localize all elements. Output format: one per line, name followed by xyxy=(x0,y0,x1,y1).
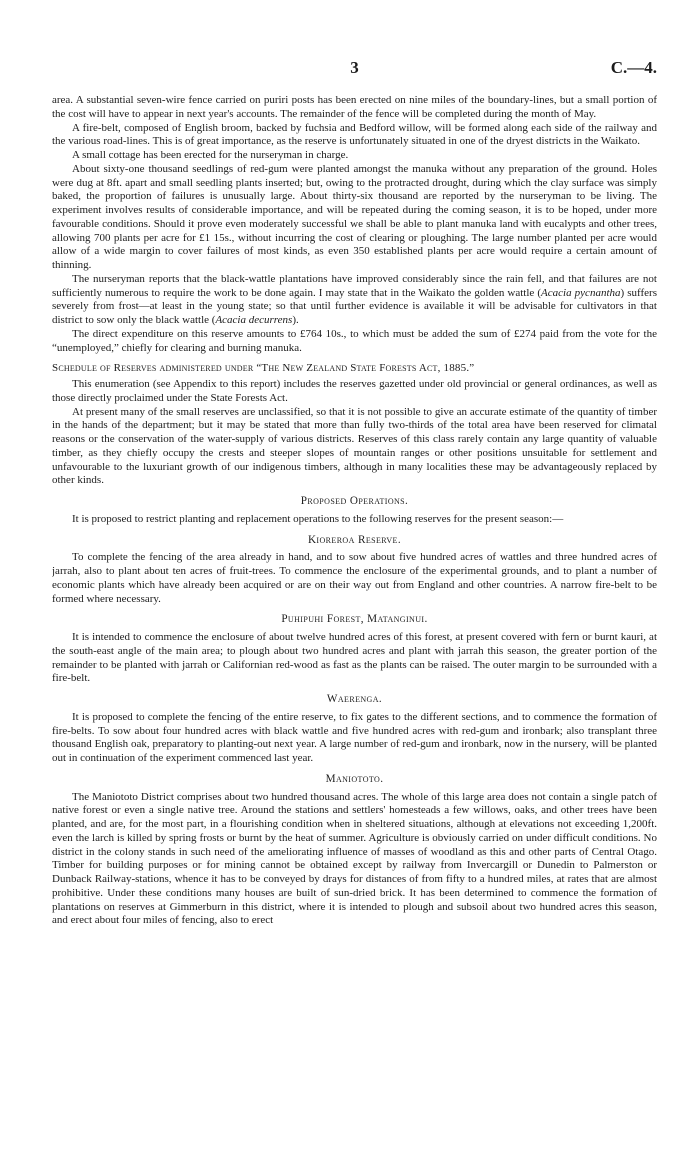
body-text xyxy=(52,94,657,928)
heading-waerenga: Waerenga. xyxy=(326,693,383,705)
wattle-text-e: ). xyxy=(292,314,299,326)
paragraph-fence: area. A substantial seven-wire fence carried on puriri posts has been erected on nine miles of the boundary-lines, but a small portion of the cost will have to appear in next year's accounts. The remainder of the fence will be completed during the month of May. xyxy=(52,94,657,120)
paragraph-fire-belt: A fire-belt, composed of English broom, backed by fuchsia and Bedford willow, will be formed along each side of the railway and the various road-lines. This is of great importance, as the reserve is unfortunately situated in one of the dryest districts in the Waikato. xyxy=(52,121,657,148)
species-golden-wattle: Acacia pycnantha xyxy=(541,286,621,299)
paragraph-red-gum: About sixty-one thousand seedlings of red-gum were planted amongst the manuka without any preparation of the ground. Holes were dug at 8ft. apart and small seedling plants inserted; but, owing to the protracted drought, during which the clay surface was simply baked, the proportion of failures is unusually large. About thirty-six thousand are reported by the nurseryman to be living. The experiment involves results of considerable importance, and will be repeated during the coming season, it is to be hoped, under more favourable conditions. Should it prove even moderately successful we shall be able to plant manuka land with eucalypts and other trees, allowing 700 plants per acre for £1 15s., without incurring the cost of clearing or ploughing. The large number planted per acre would allow of a wide margin to cover failures of most kinds, as even 350 established plants per acre would require a certain amount of thinning. xyxy=(52,162,657,271)
paragraph-kioreroa: To complete the fencing of the area already in hand, and to sow about five hundred acres of wattles and three hundred acres of jarrah, also to plant about ten acres of fruit-trees. To commence the enclosure of the experimental grounds, and to plant a number of economic plants which have already been acquired or are on their way out from England and other countries. A narrow fire-belt to be formed where necessary. xyxy=(52,551,657,605)
paragraph-expenditure: The direct expenditure on this reserve amounts to £764 10s., to which must be added the sum of £274 paid from the vote for the “unemployed,” chiefly for clearing and burning manuka. xyxy=(52,327,657,354)
heading-puhipuhi: Puhipuhi Forest, Matanginui. xyxy=(281,613,428,626)
page-number: 3 xyxy=(350,58,359,77)
paragraph-puhipuhi: It is intended to commence the enclosure of about twelve hundred acres of this forest, at present covered with fern or burnt kauri, at the south-east angle of the main area; to plough about two hundred acres and plant with jarrah this season, the greater portion of the remainder to be planted with jarrah or Californian red-wood as fast as the plants can be raised. The outer margin to be surrounded with a fire-belt. xyxy=(52,631,657,685)
wattle-text-a: The nurseryman reports that the black-wattle plantations have improved considerably since the rain fell, and that failures are not sufficiently numerous to require the work to be done again. I may state that in the Waikato the golden wattle ( xyxy=(52,272,657,299)
schedule-heading: Schedule of Reserves administered under “The New Zealand State Forests Act, 1885.” xyxy=(52,362,475,375)
heading-kioreroa: Kioreroa Reserve. xyxy=(307,533,402,546)
paragraph-maniototo: The Maniototo District comprises about two hundred thousand acres. The whole of this large area does not contain a single patch of native forest or even a single native tree. Around the stations and settlers' homesteads a few willows, oaks, and other trees have been planted, and are, for the most part, in a flourishing condition when in sheltered situations, although at elevations not exceeding 1,200ft. even the larch is killed by spring frosts or burnt by the heat of summer. Agriculture is obviously carried on under difficult conditions. No district in the colony stands in such need of the ameliorating influence of masses of woodland as this and other parts of Central Otago. Timber for building purposes or for mining cannot be obtained except by railway from Invercargill or Dunedin to Palmerston or Dunback Railway-stations, whence it has to be conveyed by drays for distances of from fifty to a hundred miles, at rates that are almost prohibitive. Under these conditions many houses are built of sun-dried brick. It has been determined to commence the formation of plantations on reserves at Gimmerburn in this district, where it is intended to plough and subsoil about two hundred acres this season, and erect about four miles of fencing, also to erect xyxy=(52,790,657,927)
paragraph-waerenga: It is proposed to complete the fencing of the entire reserve, to fix gates to the different sections, and to commence the formation of fire-belts. To sow about four hundred acres with black wattle and five hundred acres with red-gum and ironbark; also transplant three thousand English oak, preparatory to planting-out next year. A large number of red-gum and ironbark, now in the nursery, will be planted out in continuation of the experiment commenced last year. xyxy=(52,710,657,764)
paragraph-proposed: It is proposed to restrict planting and replacement operations to the following reserves for the present season:— xyxy=(72,512,564,525)
document-page xyxy=(52,58,657,1158)
paragraph-enumeration: This enumeration (see Appendix to this report) includes the reserves gazetted under old provincial or general ordinances, as well as those directly proclaimed under the State Forests Act. xyxy=(52,378,657,404)
wattle-text-c: ) suffers severely from frost—at least in the young state; so that until further evidence is available it will be advisable for cultivators in that district to sow only the black wattle ( xyxy=(52,286,657,326)
heading-proposed-operations: Proposed Operations. xyxy=(300,495,409,507)
species-black-wattle: Acacia decurrens xyxy=(215,314,293,326)
paragraph-unclassified: At present many of the small reserves are unclassified, so that it is not possible to give an accurate estimate of the quantity of timber in the hands of the department; but it may be stated that more than fully two-thirds of the total area have been reserved for climatal reasons or the conservation of the water-supply of various districts. Reserves of this class rarely contain any large quantity of valuable timber, as they chiefly occupy the crests and steeper slopes of mountain ranges or other positions unsuitable for settlement and unfavourable to the luxuriant growth of our indigenous timbers, although in many localities these may be advantageously replaced by other kinds. xyxy=(52,405,657,487)
heading-maniototo: Maniototo. xyxy=(325,772,384,785)
paragraph-wattle xyxy=(52,273,657,328)
document-reference: C.—4. xyxy=(610,58,657,77)
paragraph-cottage: A small cottage has been erected for the nurseryman in charge. xyxy=(72,149,349,161)
